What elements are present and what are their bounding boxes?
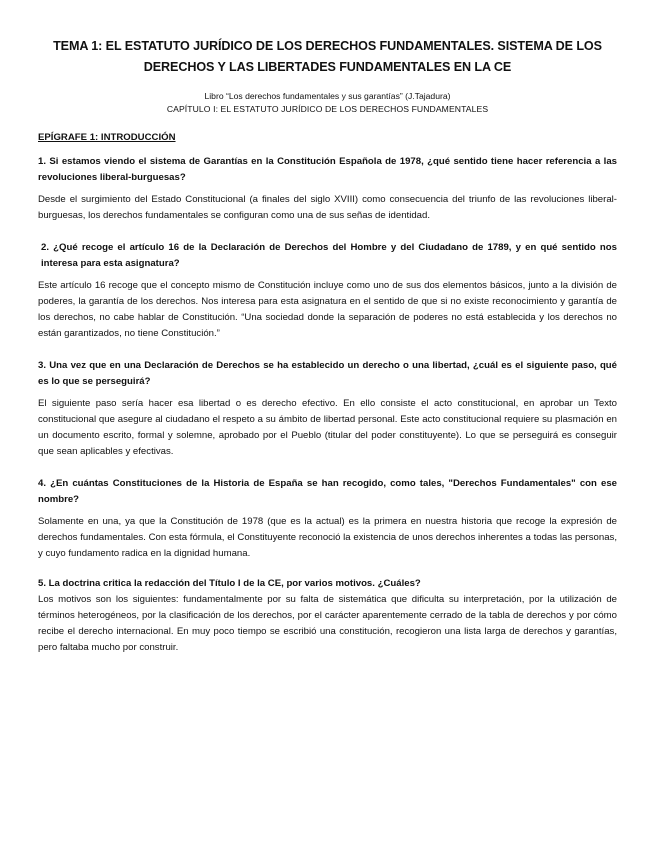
book-reference: Libro “Los derechos fundamentales y sus garantías” (J.Tajadura) <box>204 91 451 101</box>
chapter-heading: CAPÍTULO I: EL ESTATUTO JURÍDICO DE LOS DERECHOS FUNDAMENTALES <box>166 104 489 114</box>
answer-2: Este artículo 16 recoge que el concepto mismo de Constitución incluye como uno de sus dos elementos básicos, junto a la división de poderes, la garantía de los derechos. Nos interesa para esta asignatura en el sentido de que si no existe reconocimiento y garantía de los derechos, no cabe hablar de Constitución. “Una sociedad donde la separación de poderes no está establecida y los derechos no están garantizados, no tiene Constitución.” <box>38 280 617 339</box>
question-3: 3. Una vez que en una Declaración de Derechos se ha establecido un derecho o una libertad, ¿cuál es el siguiente paso, qué es lo que se perseguirá? <box>38 360 617 387</box>
answer-5: Los motivos son los siguientes: fundamentalmente por su falta de sistemática que dificulta su interpretación, por la utilización de términos heterogéneos, por la clasificación de los derechos, por el carácter aparentemente cerrado de la tabla de derechos y por cómo recibe el derecho internacional. En muy poco tiempo se escribió una constitución, recogieron una lista larga de derechos y garantías, pero faltaba mucho por construir. <box>38 594 617 653</box>
question-2: 2. ¿Qué recoge el artículo 16 de la Declaración de Derechos del Hombre y del Ciudadano de 1789, y en qué sentido nos interesa para esta asignatura? <box>41 242 617 269</box>
answer-3: El siguiente paso sería hacer esa libertad o es derecho efectivo. En ello consiste el acto constitucional, en aprobar un Texto constitucional que asegure al ciudadano el respeto a su ámbito de libertad personal. Este acto constitucional requiere su plasmación en un documento escrito, formal y solemne, aprobado por el Pueblo (titular del poder constituyente). Lo que se perseguirá es conseguir que sean aplicables y efectivas. <box>38 398 617 457</box>
section-heading: EPÍGRAFE 1: INTRODUCCIÓN <box>38 132 176 143</box>
question-1: 1. Si estamos viendo el sistema de Garantías en la Constitución Española de 1978, ¿qué sentido tiene hacer referencia a las revoluciones liberal-burguesas? <box>38 156 617 183</box>
page-title: TEMA 1: EL ESTATUTO JURÍDICO DE LOS DERECHOS FUNDAMENTALES. SISTEMA DE LOS DERECHOS Y LAS LIBERTADES FUNDAMENTALES EN LA CE <box>53 39 602 74</box>
answer-4: Solamente en una, ya que la Constitución de 1978 (que es la actual) es la primera en nuestra historia que recoge la expresión de derechos fundamentales. Con esta fórmula, el Constituyente reconoció la existencia de unos derechos inherentes a todas las personas, y cuyo fundamento radica en la dignidad humana. <box>38 516 617 559</box>
question-5: 5. La doctrina critica la redacción del Título I de la CE, por varios motivos. ¿Cuáles? <box>38 578 421 589</box>
question-4: 4. ¿En cuántas Constituciones de la Historia de España se han recogido, como tales, "Derechos Fundamentales" con ese nombre? <box>38 478 617 505</box>
document-page <box>38 36 617 656</box>
answer-1: Desde el surgimiento del Estado Constitucional (a finales del siglo XVIII) como consecuencia del triunfo de las revoluciones liberal-burguesas, los derechos fundamentales se configuran como una de sus señas de identidad. <box>38 194 617 221</box>
